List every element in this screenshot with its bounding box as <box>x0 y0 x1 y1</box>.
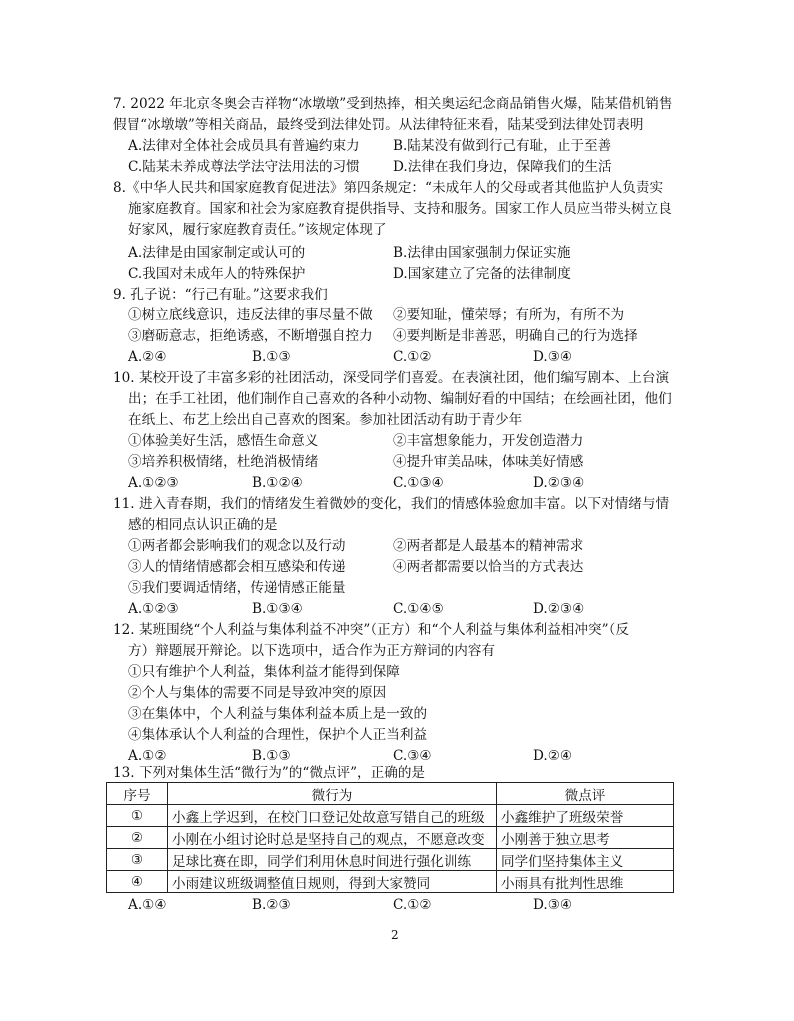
q11-statement-3: ③人的情绪情感都会相互感染和传递 <box>128 559 346 575</box>
q10-stem-line-3: 在纸上、布艺上绘出自己喜欢的图案。参加社团活动有助于青少年 <box>128 412 523 428</box>
q9-option-d: D.③④ <box>533 349 573 365</box>
q10-statement-2: ②丰富想象能力，开发创造潜力 <box>393 433 584 449</box>
header-comment: 微点评 <box>497 783 674 805</box>
q12-statement-2: ②个人与集体的需要不同是导致冲突的原因 <box>128 685 387 701</box>
q9-statement-1: ①树立底线意识，违反法律的事尽量不做 <box>128 307 373 323</box>
q12-option-b: B.①③ <box>252 748 291 764</box>
q9-stem: 9. 孔子说：“行己有耻。”这要求我们 <box>113 287 328 303</box>
q10-statement-1: ①体验美好生活，感悟生命意义 <box>128 433 319 449</box>
row-comment: 小鑫维护了班级荣誉 <box>497 805 674 827</box>
table-row <box>107 827 674 849</box>
q10-stem-line-2: 出；在手工社团，他们制作自己喜欢的各种小动物、编制好看的中国结；在绘画社团，他们 <box>128 391 672 407</box>
header-behavior: 微行为 <box>168 783 497 805</box>
q12-statement-3: ③在集体中，个人利益与集体利益本质上是一致的 <box>128 706 428 722</box>
q13-option-a: A.①④ <box>128 897 167 913</box>
q8-stem-line-3: 好家风，履行家庭教育责任。”该规定体现了 <box>128 222 387 238</box>
row-behavior: 小雨建议班级调整值日规则，得到大家赞同 <box>168 871 497 893</box>
q7-option-a: A.法律对全体社会成员具有普遍约束力 <box>128 138 360 154</box>
row-number: ③ <box>107 849 168 871</box>
q7-stem-line-1: 7. 2022 年北京冬奥会吉祥物“冰墩墩”受到热捧，相关奥运纪念商品销售火爆，陆某借机销售 <box>113 96 673 112</box>
q12-option-c: C.③④ <box>393 748 432 764</box>
table-row <box>107 805 674 827</box>
q10-stem-line-1: 10. 某校开设了丰富多彩的社团活动，深受同学们喜爱。在表演社团，他们编写剧本、上台演 <box>113 370 670 386</box>
q11-option-b: B.①③④ <box>252 601 303 617</box>
q12-stem-line-1: 12. 某班围绕“个人利益与集体利益不冲突”（正方）和“个人利益与集体利益相冲突”（反 <box>113 622 629 638</box>
q8-stem-line-2: 施家庭教育。国家和社会为家庭教育提供指导、支持和服务。国家工作人员应当带头树立良 <box>128 201 672 217</box>
q12-option-a: A.①② <box>128 748 167 764</box>
q12-stem-line-2: 方）辩题展开辩论。以下选项中，适合作为正方辩词的内容有 <box>128 643 496 659</box>
q12-statement-1: ①只有维护个人利益，集体利益才能得到保障 <box>128 664 400 680</box>
q8-option-c: C.我国对未成年人的特殊保护 <box>128 266 306 282</box>
header-number: 序号 <box>107 783 168 805</box>
q10-option-b: B.①②④ <box>252 475 303 491</box>
q11-statement-5: ⑤我们要调适情绪，传递情感正能量 <box>128 580 346 596</box>
q9-statement-3: ③磨砺意志，拒绝诱惑，不断增强自控力 <box>128 328 373 344</box>
q9-option-a: A.②④ <box>128 349 167 365</box>
q13-table <box>106 782 674 893</box>
q7-option-d: D.法律在我们身边，保障我们的生活 <box>393 159 612 175</box>
row-number: ② <box>107 827 168 849</box>
q10-option-a: A.①②③ <box>128 475 179 491</box>
q8-stem-line-1: 8.《中华人民共和国家庭教育促进法》第四条规定：“未成年人的父母或者其他监护人负责实 <box>113 180 664 196</box>
q10-statement-4: ④提升审美品味，体味美好情感 <box>393 454 584 470</box>
row-comment: 小雨具有批判性思维 <box>497 871 674 893</box>
q12-statement-4: ④集体承认个人利益的合理性，保护个人正当利益 <box>128 727 428 743</box>
row-behavior: 小鑫上学迟到，在校门口登记处故意写错自己的班级 <box>168 805 497 827</box>
table-row <box>107 871 674 893</box>
page-number: 2 <box>391 928 399 942</box>
q10-option-c: C.①③④ <box>393 475 444 491</box>
row-number: ① <box>107 805 168 827</box>
q7-stem-line-2: 假冒“冰墩墩”等相关商品，最终受到法律处罚。从法律特征来看，陆某受到法律处罚表明 <box>113 117 644 133</box>
q8-option-a: A.法律是由国家制定或认可的 <box>128 245 306 261</box>
q11-stem-line-1: 11. 进入青春期，我们的情绪发生着微妙的变化，我们的情感体验愈加丰富。以下对情绪与情 <box>113 496 670 512</box>
q9-option-c: C.①② <box>393 349 432 365</box>
row-comment: 小刚善于独立思考 <box>497 827 674 849</box>
q8-option-b: B.法律由国家强制力保证实施 <box>393 245 571 261</box>
q13-option-c: C.①② <box>393 897 432 913</box>
row-behavior: 足球比赛在即，同学们利用休息时间进行强化训练 <box>168 849 497 871</box>
q9-statement-2: ②要知耻，懂荣辱；有所为，有所不为 <box>393 307 625 323</box>
q10-statement-3: ③培养积极情绪，杜绝消极情绪 <box>128 454 319 470</box>
table-row <box>107 849 674 871</box>
q11-statement-1: ①两者都会影响我们的观念以及行动 <box>128 538 346 554</box>
row-behavior: 小刚在小组讨论时总是坚持自己的观点，不愿意改变 <box>168 827 497 849</box>
q11-statement-2: ②两者都是人最基本的精神需求 <box>393 538 584 554</box>
q13-option-b: B.②③ <box>252 897 291 913</box>
table-header-row <box>107 783 674 805</box>
q8-option-d: D.国家建立了完备的法律制度 <box>393 266 571 282</box>
q11-option-d: D.②③④ <box>533 601 585 617</box>
q10-option-d: D.②③④ <box>533 475 585 491</box>
q7-option-b: B.陆某没有做到行己有耻，止于至善 <box>393 138 612 154</box>
q11-stem-line-2: 感的相同点认识正确的是 <box>128 517 278 533</box>
q13-stem: 13. 下列对集体生活“微行为”的“微点评”，正确的是 <box>113 765 426 781</box>
row-comment: 同学们坚持集体主义 <box>497 849 674 871</box>
q9-statement-4: ④要判断是非善恶，明确自己的行为选择 <box>393 328 638 344</box>
q11-option-c: C.①④⑤ <box>393 601 444 617</box>
row-number: ④ <box>107 871 168 893</box>
q9-option-b: B.①③ <box>252 349 291 365</box>
q7-option-c: C.陆某未养成尊法学法守法用法的习惯 <box>128 159 360 175</box>
q11-statement-4: ④两者都需要以恰当的方式表达 <box>393 559 584 575</box>
q13-option-d: D.③④ <box>533 897 573 913</box>
q11-option-a: A.①②③ <box>128 601 179 617</box>
q12-option-d: D.②④ <box>533 748 573 764</box>
